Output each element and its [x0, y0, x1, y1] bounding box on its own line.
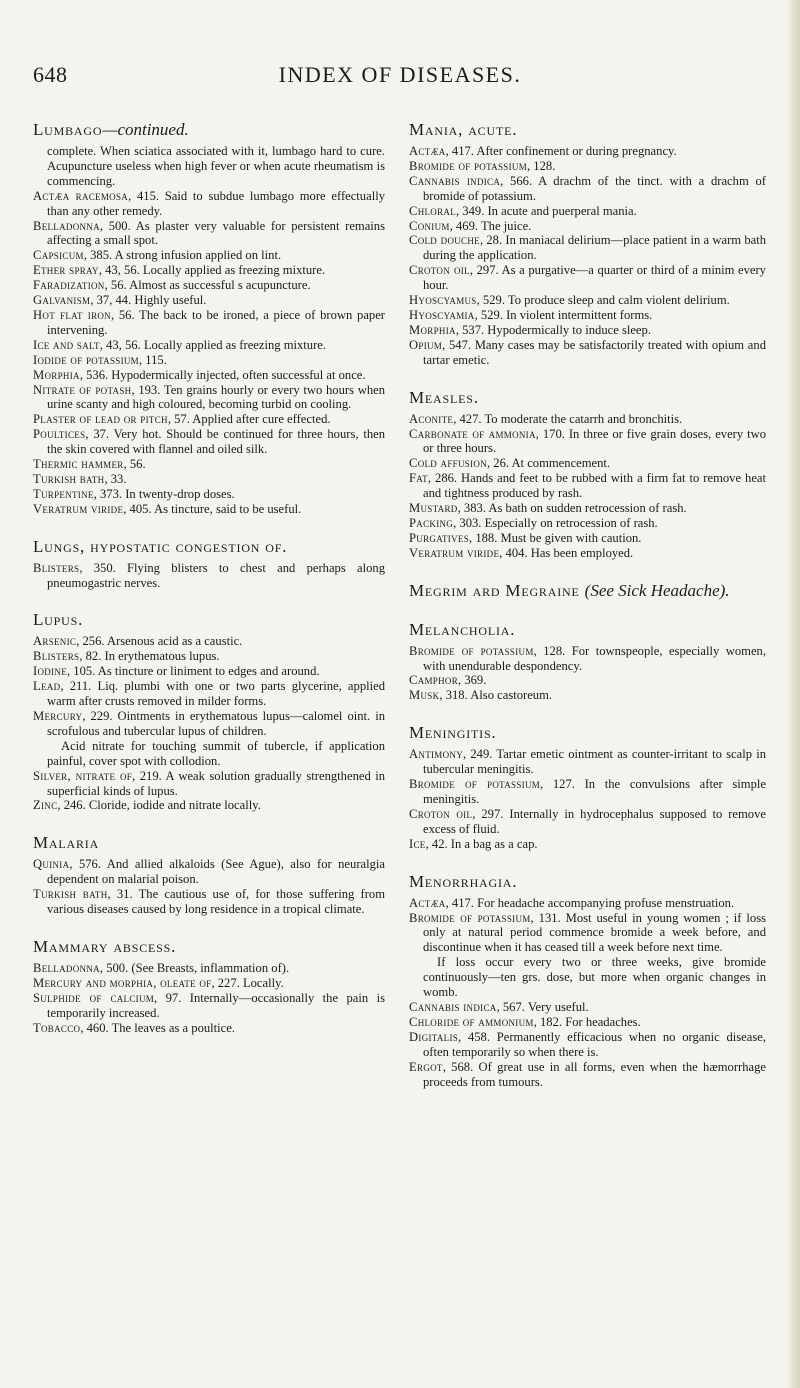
index-entry	[409, 204, 766, 219]
section-title: Meningitis.	[409, 723, 497, 743]
remedy-description: , 256. Arsenous acid as a caustic.	[76, 634, 243, 649]
remedy-name: Plaster of lead or pitch	[33, 412, 168, 427]
index-entry	[409, 159, 766, 174]
remedy-description: , 211. Liq. plumbi with one or two parts glycerine, applied warm after crusts removed in milder forms.	[47, 679, 385, 709]
remedy-description: , 246. Cloride, iodide and nitrate locally.	[57, 798, 261, 813]
remedy-description: , 26. At commencement.	[486, 456, 611, 471]
index-entry	[33, 427, 385, 457]
remedy-name: Carbonate of ammonia	[409, 426, 536, 441]
remedy-name: Zinc	[33, 798, 58, 813]
remedy-name: Purgatives	[409, 530, 470, 545]
remedy-description: , 567. Very useful.	[496, 999, 589, 1014]
remedy-description: , 227. Locally.	[211, 975, 284, 990]
entry-list	[409, 144, 766, 368]
remedy-description: , 182. For headaches.	[533, 1014, 641, 1029]
index-entry	[409, 1060, 766, 1090]
remedy-description: , 131. Most useful in young women ; if loss only at natural period commence bromide a week before, and discontinue when it has ceased till a week before next time.	[423, 910, 766, 955]
remedy-name: Morphia	[409, 322, 456, 337]
remedy-description: , 188. Must be given with caution.	[469, 530, 642, 545]
remedy-description: , 405. As tincture, said to be useful.	[123, 501, 302, 516]
remedy-name: Morphia	[33, 367, 80, 382]
section-lead-text: complete. When sciatica associated with it, lumbago hard to cure. Acupuncture useless when high fever or when acute rheumatism is commencing.	[47, 144, 385, 188]
section-lupus	[33, 610, 385, 813]
index-entry	[33, 308, 385, 338]
index-entry	[33, 248, 385, 263]
index-entry	[33, 189, 385, 219]
remedy-name: Mustard	[409, 501, 458, 516]
index-entry	[409, 546, 766, 561]
remedy-name: Capsicum	[33, 248, 84, 263]
remedy-name: Arsenic	[33, 634, 77, 649]
index-entry	[409, 174, 766, 204]
section-measles	[409, 388, 766, 561]
entry-list	[33, 634, 385, 738]
entry-list	[33, 961, 385, 1036]
remedy-description: , 568. Of great use in all forms, even when the hæmorrhage proceeds from tumours.	[423, 1059, 766, 1089]
remedy-description: , 31. The cautious use of, for those suffering from various diseases caused by long residence in a tropical climate.	[47, 887, 385, 917]
index-entry	[409, 338, 766, 368]
remedy-description: , 373. In twenty-drop doses.	[93, 486, 235, 501]
remedy-name: Chloride of ammonium	[409, 1014, 534, 1029]
remedy-name: Aconite	[409, 411, 454, 426]
index-entry	[409, 1030, 766, 1060]
index-entry	[33, 412, 385, 427]
section-title: Mania, acute.	[409, 120, 518, 139]
remedy-description: , 170. In three or five grain doses, every two or three hours.	[423, 426, 766, 456]
index-entry	[33, 991, 385, 1021]
section-meningitis	[409, 723, 766, 851]
index-entry	[409, 219, 766, 234]
remedy-description: , 415. Said to subdue lumbago more effectually than any other remedy.	[47, 188, 385, 218]
remedy-name: Tobacco	[33, 1020, 81, 1035]
remedy-description: , 56. The back to be ironed, a piece of brown paper intervening.	[47, 307, 385, 337]
index-entry	[409, 837, 766, 852]
page-number: 648	[33, 62, 68, 87]
entry-list	[409, 747, 766, 851]
remedy-name: Iodine	[33, 664, 67, 679]
index-entry	[409, 673, 766, 688]
remedy-name: Veratrum viride	[409, 545, 500, 560]
section-title: Menorrhagia.	[409, 871, 518, 891]
remedy-name: Bromide of potassium	[409, 643, 534, 658]
index-entry	[33, 857, 385, 887]
remedy-description: , 297. As a purgative—a quarter or third of a minim every hour.	[423, 263, 766, 293]
remedy-name: Blisters	[33, 649, 80, 664]
index-entry	[409, 911, 766, 956]
index-entry	[33, 634, 385, 649]
remedy-name: Opium	[409, 337, 443, 352]
remedy-description: , 33.	[104, 471, 127, 486]
entry-list	[33, 857, 385, 917]
index-entry	[409, 644, 766, 674]
remedy-description: , 82. In erythematous lupus.	[79, 649, 220, 664]
remedy-name: Antimony	[409, 747, 463, 762]
remedy-description: , 529. To produce sleep and calm violent delirium.	[476, 293, 730, 308]
index-entry	[33, 502, 385, 517]
remedy-description: , 566. A drachm of the tinct. with a drachm of bromide of potassium.	[423, 173, 766, 203]
section-title: Mammary abscess.	[33, 936, 177, 956]
remedy-name: Ice	[409, 836, 426, 851]
remedy-description: , 458. Permanently efficacious when no organic disease, often temporarily so when there is.	[423, 1029, 766, 1059]
remedy-description: , 427. To moderate the catarrh and bronchitis.	[453, 411, 683, 426]
remedy-description: , 529. In violent intermittent forms.	[474, 307, 653, 322]
index-entry	[33, 664, 385, 679]
remedy-name: Actæa	[409, 144, 446, 158]
section-title-text: Megrim ard Megraine	[409, 580, 580, 600]
remedy-name: Ice and salt	[33, 337, 100, 352]
section-malaria	[33, 833, 385, 917]
remedy-name: Galvanism	[33, 293, 91, 308]
remedy-name: Iodide of potassium	[33, 352, 139, 367]
section-title: Lupus.	[33, 610, 84, 630]
section-title-text: Lumbago	[33, 120, 103, 139]
remedy-description: , 193. Ten grains hourly or every two hours when urine scanty and high coloured, becoming turbid on cooling.	[47, 382, 385, 412]
remedy-description: , 249. Tartar emetic ointment as counter-irritant to scalp in tubercular meningitis.	[423, 747, 766, 777]
page-spine-shadow	[786, 0, 800, 1388]
remedy-description: , 286. Hands and feet to be rubbed with a firm fat to remove heat and tightness produced by rash.	[423, 471, 766, 501]
index-entry	[33, 798, 385, 813]
remedy-description: , 42. In a bag as a cap.	[425, 836, 538, 851]
remedy-name: Actæa racemosa	[33, 188, 129, 203]
remedy-description: , 127. In the convulsions after simple meningitis.	[423, 777, 766, 806]
section-title	[409, 581, 766, 600]
remedy-name: Turkish bath	[33, 471, 105, 486]
entry-list	[409, 412, 766, 561]
remedy-description: , 97. Internally—occasionally the pain is temporarily increased.	[47, 990, 385, 1020]
remedy-name: Bromide of potassium	[409, 158, 527, 173]
remedy-name: Mercury and morphia, oleate of	[33, 975, 212, 990]
index-entry	[33, 1021, 385, 1036]
index-entry	[409, 233, 766, 263]
remedy-description: , 28. In maniacal delirium—place patient in a warm bath during the application.	[423, 233, 767, 263]
index-entry	[33, 293, 385, 308]
remedy-name: Turpentine	[33, 486, 94, 501]
remedy-name: Silver, nitrate of	[33, 768, 133, 783]
section-title: Melancholia.	[409, 619, 516, 639]
running-title: INDEX OF DISEASES.	[278, 62, 522, 87]
remedy-name: Musk	[409, 688, 440, 703]
remedy-name: Hyoscyamia	[409, 307, 475, 322]
index-entry	[409, 427, 766, 457]
remedy-name: Ether spray	[33, 263, 99, 278]
index-entry	[33, 457, 385, 472]
index-entry	[33, 338, 385, 353]
remedy-description: , 383. As bath on sudden retrocession of rash.	[457, 501, 687, 516]
remedy-name: Lead	[33, 679, 61, 694]
remedy-name: Packing	[409, 515, 454, 530]
remedy-name: Chloral	[409, 203, 456, 218]
section-title: Measles.	[409, 387, 479, 407]
index-entry	[409, 777, 766, 807]
section-title: Lungs, hypostatic congestion of.	[33, 536, 288, 556]
index-entry	[33, 278, 385, 293]
page-header	[0, 62, 800, 96]
index-entry	[33, 976, 385, 991]
section-mania	[409, 120, 766, 368]
remedy-description: , 43, 56. Locally applied as freezing mixture.	[99, 337, 327, 352]
remedy-description: , 57. Applied after cure effected.	[167, 412, 331, 427]
remedy-name: Hot flat iron	[33, 307, 111, 322]
remedy-description: , 469. The juice.	[449, 218, 532, 233]
remedy-description: , 547. Many cases may be satisfactorily treated with opium and tartar emetic.	[423, 337, 766, 367]
section-menorrhagia	[409, 872, 766, 1090]
remedy-name: Croton oil	[409, 806, 473, 821]
remedy-description: , 385. A strong infusion applied on lint.	[83, 248, 282, 263]
remedy-name: Nitrate of potash	[33, 382, 132, 397]
section-mammary-abscess	[33, 937, 385, 1036]
remedy-description: , 303. Especially on retrocession of rash.	[453, 515, 658, 530]
remedy-name: Cold affusion	[409, 456, 487, 471]
index-entry	[409, 516, 766, 531]
index-entry	[33, 679, 385, 709]
index-entry	[409, 144, 766, 159]
section-title-see-reference: (See Sick Headache).	[584, 580, 730, 600]
index-entry	[409, 531, 766, 546]
index-entry	[33, 368, 385, 383]
remedy-name: Belladonna	[33, 218, 100, 233]
remedy-description: , 460. The leaves as a poultice.	[80, 1020, 236, 1035]
remedy-description: , 56. Almost as successful s acupuncture.	[104, 278, 311, 293]
remedy-name: Ergot	[409, 1059, 443, 1074]
section-title: Malaria	[33, 833, 100, 853]
remedy-description: , 404. Has been employed.	[499, 545, 634, 560]
remedy-name: Conium	[409, 218, 450, 233]
index-entry	[33, 472, 385, 487]
remedy-name: Cannabis indica	[409, 999, 497, 1014]
remedy-name: Camphor	[409, 673, 459, 688]
remedy-name: Bromide of potassium	[409, 910, 531, 925]
section-megrim	[409, 581, 766, 600]
index-entry	[33, 649, 385, 664]
remedy-description: , 43, 56. Locally applied as freezing mixture.	[98, 263, 326, 278]
remedy-name: Quinia	[33, 857, 70, 872]
index-entry	[409, 501, 766, 516]
remedy-name: Turkish bath	[33, 887, 108, 902]
entry-list	[409, 1000, 766, 1089]
remedy-description: , 56.	[123, 457, 146, 472]
section-melancholia	[409, 620, 766, 704]
index-entry	[409, 456, 766, 471]
index-entry	[33, 769, 385, 799]
index-entry	[409, 1000, 766, 1015]
index-entry	[33, 961, 385, 976]
remedy-description: , 417. After confinement or during pregnancy.	[445, 144, 677, 158]
remedy-description: , 369.	[458, 673, 487, 688]
remedy-name: Croton oil	[409, 263, 470, 278]
entry-list	[33, 769, 385, 814]
index-entry	[33, 263, 385, 278]
index-entry	[409, 1015, 766, 1030]
index-entry	[33, 353, 385, 368]
remedy-name: Cannabis indica	[409, 173, 501, 188]
index-entry	[33, 709, 385, 739]
remedy-name: Digitalis	[409, 1029, 459, 1044]
remedy-name: Actæa	[409, 895, 446, 910]
remedy-name: Mercury	[33, 709, 83, 723]
remedy-name: Bromide of potassium	[409, 777, 541, 792]
section-lumbago	[33, 120, 385, 517]
remedy-description: , 128. For townspeople, especially women, with unendurable despondency.	[423, 643, 766, 673]
remedy-description: , 37, 44. Highly useful.	[90, 293, 207, 308]
index-entry	[409, 263, 766, 293]
remedy-name: Poultices	[33, 427, 86, 442]
remedy-description: , 500. (See Breasts, inflammation of).	[99, 960, 290, 975]
remedy-description: , 115.	[138, 352, 167, 367]
index-entry	[409, 308, 766, 323]
index-entry	[409, 412, 766, 427]
remedy-name: Veratrum viride	[33, 501, 124, 516]
index-entry	[33, 383, 385, 413]
remedy-name: Belladonna	[33, 960, 100, 975]
section-title-continued: —continued.	[102, 120, 189, 139]
index-entry	[409, 747, 766, 777]
remedy-name: Fat	[409, 471, 428, 486]
index-entry	[409, 688, 766, 703]
remedy-description: , 297. Internally in hydrocephalus supposed to remove excess of fluid.	[423, 806, 766, 836]
index-entry	[33, 487, 385, 502]
section-title	[33, 120, 385, 139]
remedy-description: , 318. Also castoreum.	[439, 688, 553, 703]
remedy-description: , 536. Hypodermically injected, often successful at once.	[79, 367, 366, 382]
remedy-description: , 576. And allied alkaloids (See Ague), also for neuralgia dependent on malarial poison.	[47, 857, 385, 887]
remedy-description: , 37. Very hot. Should be continued for three hours, then the skin covered with flannel and oiled silk.	[47, 427, 385, 457]
remedy-name: Sulphide of calcium	[33, 990, 155, 1005]
index-entry	[409, 293, 766, 308]
index-entry	[409, 323, 766, 338]
index-entry	[33, 561, 385, 591]
right-column	[409, 120, 766, 1109]
remedy-description: , 417. For headache accompanying profuse menstruation.	[445, 895, 735, 910]
remedy-description: , 105. As tincture or liniment to edges and around.	[67, 664, 320, 679]
index-entry	[409, 807, 766, 837]
entry-list	[409, 644, 766, 704]
remedy-name: Faradization	[33, 278, 105, 293]
remedy-description: , 350. Flying blisters to chest and perhaps along pneumogastric nerves.	[47, 560, 385, 590]
index-entry	[33, 887, 385, 917]
remedy-name: Thermic hammer	[33, 457, 124, 472]
remedy-description: , 219. A weak solution gradually strengthened in superficial kinds of lupus.	[47, 768, 385, 798]
index-entry	[33, 219, 385, 249]
index-entry	[409, 896, 766, 911]
entry-list	[33, 189, 385, 517]
remedy-description: , 349. In acute and puerperal mania.	[456, 203, 637, 218]
entry-list	[33, 561, 385, 591]
left-column	[33, 120, 385, 1056]
remedy-name: Blisters	[33, 560, 80, 575]
entry-paragraph: If loss occur every two or three weeks, give bromide continuously—ten grs. dose, but more when organic changes in womb.	[423, 955, 766, 1000]
entry-list	[409, 896, 766, 956]
section-lungs	[33, 537, 385, 591]
remedy-description: , 500. As plaster very valuable for persistent remains affecting a small spot.	[47, 218, 385, 248]
remedy-name: Cold douche	[409, 233, 480, 248]
remedy-description: , 229. Ointments in erythematous lupus—calomel oint. in scrofulous and tubercular lupus of children.	[47, 709, 385, 738]
remedy-description: , 128.	[527, 158, 556, 173]
entry-paragraph: Acid nitrate for touching summit of tubercle, if application painful, cover spot with collodion.	[47, 738, 385, 768]
remedy-description: , 537. Hypodermically to induce sleep.	[455, 322, 651, 337]
remedy-name: Hyoscyamus	[409, 293, 477, 308]
index-entry	[409, 471, 766, 501]
